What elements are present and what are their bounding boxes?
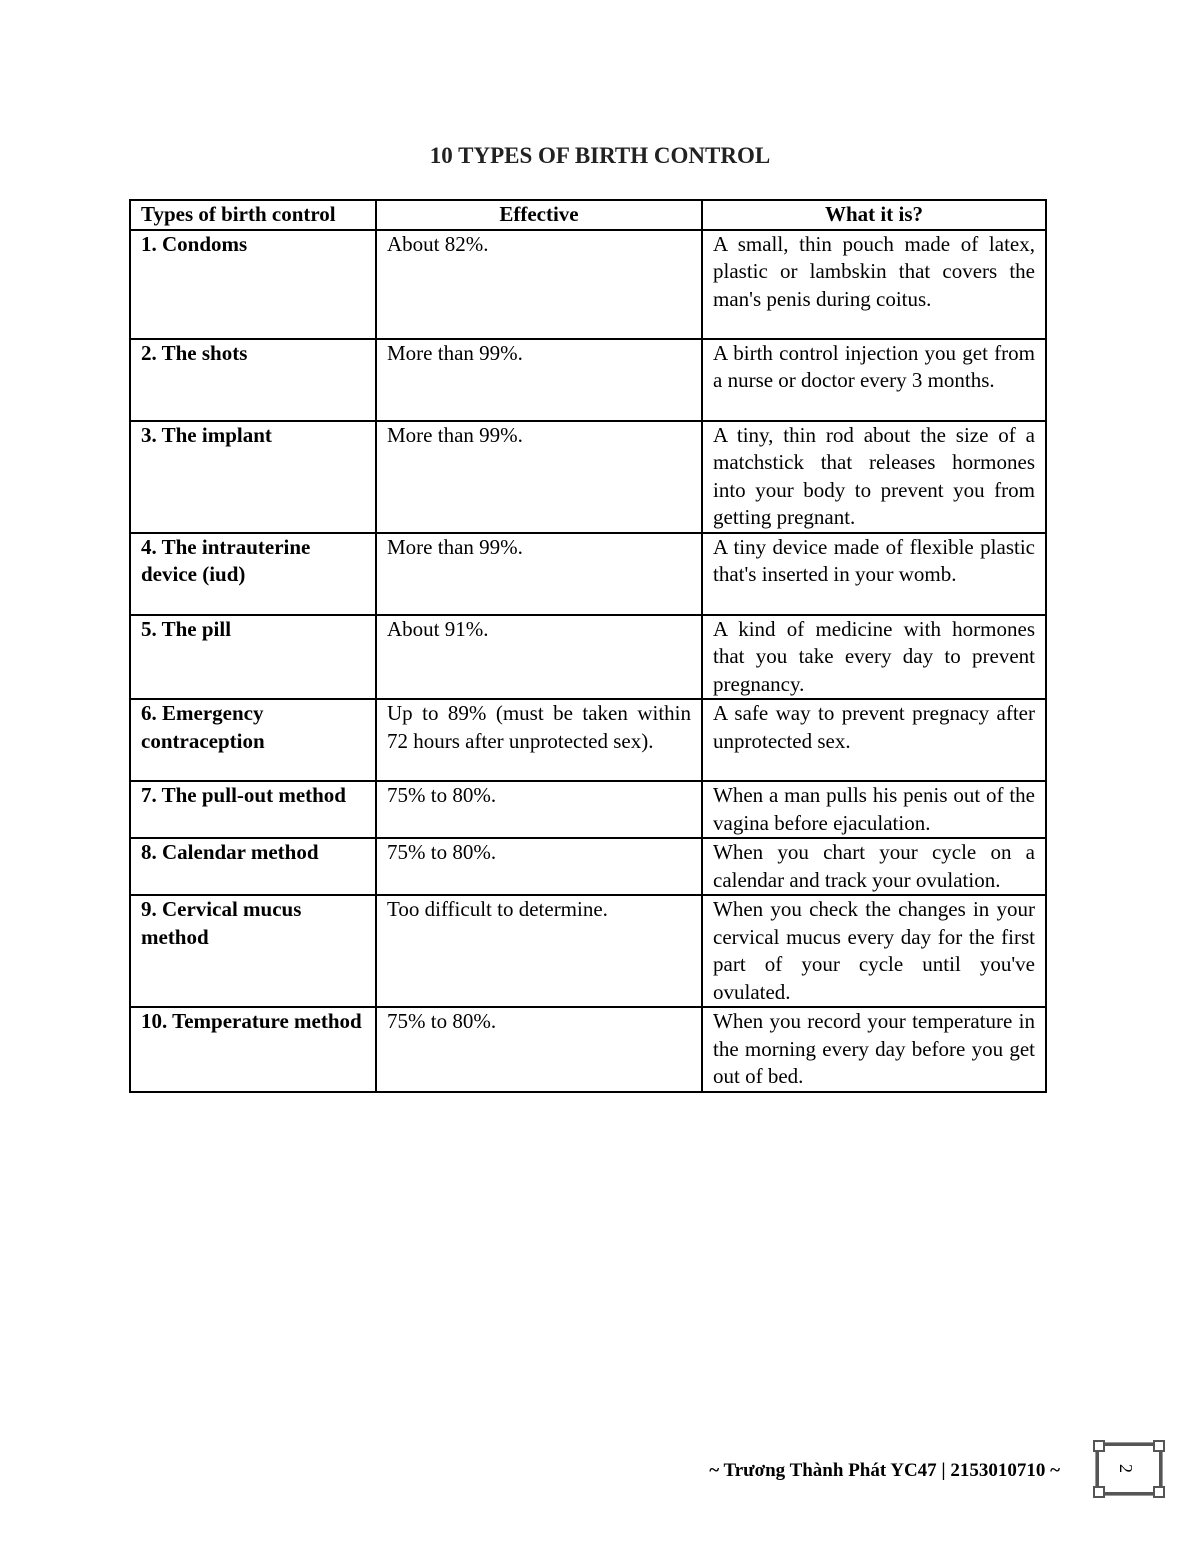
description-cell: A birth control injection you get from a nurse or doctor every 3 months. (702, 339, 1046, 421)
type-cell: 3. The implant (130, 421, 376, 533)
description-cell: When a man pulls his penis out of the vagina before ejaculation. (702, 781, 1046, 838)
description-cell: A tiny, thin rod about the size of a matchstick that releases hormones into your body to prevent you from getting pregnant. (702, 421, 1046, 533)
description-cell: A kind of medicine with hormones that you take every day to prevent pregnancy. (702, 615, 1046, 700)
effective-cell: Too difficult to determine. (376, 895, 702, 1007)
type-cell: 8. Calendar method (130, 838, 376, 895)
description-cell: When you chart your cycle on a calendar and track your ovulation. (702, 838, 1046, 895)
type-cell: 1. Condoms (130, 230, 376, 339)
effective-cell: More than 99%. (376, 421, 702, 533)
table-row (130, 1007, 1046, 1092)
table-row (130, 421, 1046, 533)
table-row (130, 838, 1046, 895)
header-description: What it is? (702, 200, 1046, 230)
page-title: 10 TYPES OF BIRTH CONTROL (429, 143, 771, 168)
effective-cell: 75% to 80%. (376, 838, 702, 895)
effective-cell: More than 99%. (376, 533, 702, 615)
box-corner-ornament (1153, 1440, 1165, 1452)
effective-cell: More than 99%. (376, 339, 702, 421)
box-corner-ornament (1093, 1440, 1105, 1452)
type-cell: 7. The pull-out method (130, 781, 376, 838)
type-cell: 6. Emergency contraception (130, 699, 376, 781)
box-corner-ornament (1093, 1486, 1105, 1498)
type-cell: 9. Cervical mucus method (130, 895, 376, 1007)
table-row (130, 230, 1046, 339)
table-row (130, 615, 1046, 700)
description-cell: When you record your temperature in the morning every day before you get out of bed. (702, 1007, 1046, 1092)
footer-author: ~ Trương Thành Phát YC47 | 2153010710 ~ (709, 1460, 1060, 1481)
description-cell: When you check the changes in your cervical mucus every day for the first part of your cycle until you've ovulated. (702, 895, 1046, 1007)
description-cell: A tiny device made of flexible plastic that's inserted in your womb. (702, 533, 1046, 615)
description-cell: A safe way to prevent pregnacy after unprotected sex. (702, 699, 1046, 781)
effective-cell: 75% to 80%. (376, 781, 702, 838)
type-cell: 2. The shots (130, 339, 376, 421)
description-cell: A small, thin pouch made of latex, plastic or lambskin that covers the man's penis during coitus. (702, 230, 1046, 339)
birth-control-table (129, 199, 1047, 1093)
page-number-box (1096, 1443, 1162, 1495)
table-row (130, 781, 1046, 838)
table-header-row (130, 200, 1046, 230)
effective-cell: About 91%. (376, 615, 702, 700)
table-row (130, 895, 1046, 1007)
type-cell: 4. The intrauterine device (iud) (130, 533, 376, 615)
effective-cell: 75% to 80%. (376, 1007, 702, 1092)
table-row (130, 339, 1046, 421)
table-row (130, 533, 1046, 615)
page-number: 2 (1116, 1464, 1136, 1473)
type-cell: 5. The pill (130, 615, 376, 700)
header-effective: Effective (376, 200, 702, 230)
effective-cell: About 82%. (376, 230, 702, 339)
effective-cell: Up to 89% (must be taken within 72 hours after unprotected sex). (376, 699, 702, 781)
type-cell: 10. Temperature method (130, 1007, 376, 1092)
header-type: Types of birth control (130, 200, 376, 230)
box-corner-ornament (1153, 1486, 1165, 1498)
table-row (130, 699, 1046, 781)
